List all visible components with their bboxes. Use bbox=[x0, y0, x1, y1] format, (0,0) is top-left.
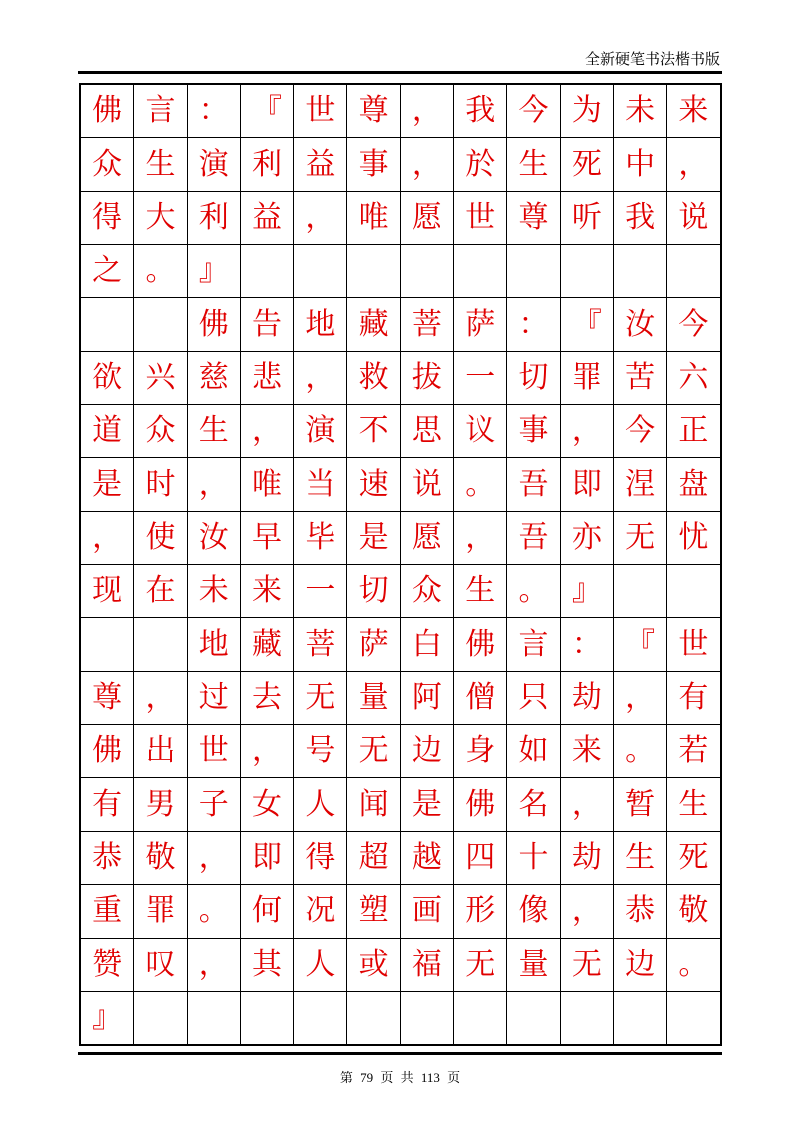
grid-cell: 无 bbox=[560, 938, 613, 991]
grid-cell: 是 bbox=[347, 511, 400, 564]
grid-cell: 女 bbox=[240, 778, 293, 831]
grid-cell: 劫 bbox=[560, 671, 613, 724]
grid-cell: 利 bbox=[240, 138, 293, 191]
grid-cell: 听 bbox=[560, 191, 613, 244]
header-rule bbox=[78, 71, 722, 74]
grid-cell: 重 bbox=[81, 885, 134, 938]
grid-cell: 世 bbox=[667, 618, 720, 671]
grid-cell: 。 bbox=[187, 885, 240, 938]
grid-cell: 阿 bbox=[400, 671, 453, 724]
grid-cell: ， bbox=[667, 138, 720, 191]
grid-cell: 尊 bbox=[81, 671, 134, 724]
grid-cell: 量 bbox=[347, 671, 400, 724]
grid-cell: 毕 bbox=[294, 511, 347, 564]
grid-cell bbox=[400, 245, 453, 298]
grid-cell: 无 bbox=[294, 671, 347, 724]
grid-cell: 佛 bbox=[454, 778, 507, 831]
grid-cell: 名 bbox=[507, 778, 560, 831]
grid-cell: 萨 bbox=[454, 298, 507, 351]
grid-cell: 藏 bbox=[240, 618, 293, 671]
grid-cell: 议 bbox=[454, 405, 507, 458]
grid-row bbox=[81, 511, 721, 564]
grid-cell: 中 bbox=[613, 138, 666, 191]
grid-cell: 人 bbox=[294, 938, 347, 991]
grid-cell: 去 bbox=[240, 671, 293, 724]
grid-cell: 愿 bbox=[400, 191, 453, 244]
grid-cell bbox=[347, 991, 400, 1044]
grid-cell: 演 bbox=[294, 405, 347, 458]
grid-cell bbox=[613, 565, 666, 618]
grid-cell: 时 bbox=[134, 458, 187, 511]
grid-cell: 菩 bbox=[400, 298, 453, 351]
grid-cell: 说 bbox=[400, 458, 453, 511]
grid-cell: 一 bbox=[294, 565, 347, 618]
grid-cell: 赞 bbox=[81, 938, 134, 991]
grid-cell: ， bbox=[187, 831, 240, 884]
footer-rule bbox=[78, 1052, 722, 1055]
grid-cell: 得 bbox=[81, 191, 134, 244]
grid-cell bbox=[507, 245, 560, 298]
grid-cell: 来 bbox=[667, 85, 720, 138]
grid-cell: 罪 bbox=[560, 351, 613, 404]
grid-cell: 是 bbox=[400, 778, 453, 831]
grid-cell: 即 bbox=[240, 831, 293, 884]
grid-cell: 过 bbox=[187, 671, 240, 724]
grid-cell: ， bbox=[240, 725, 293, 778]
grid-cell bbox=[81, 298, 134, 351]
grid-cell: ， bbox=[560, 885, 613, 938]
grid-cell: ： bbox=[560, 618, 613, 671]
grid-cell bbox=[240, 245, 293, 298]
grid-cell: 於 bbox=[454, 138, 507, 191]
grid-row bbox=[81, 565, 721, 618]
grid-row bbox=[81, 245, 721, 298]
grid-cell: 吾 bbox=[507, 458, 560, 511]
grid-cell: 四 bbox=[454, 831, 507, 884]
grid-cell: 我 bbox=[613, 191, 666, 244]
grid-cell: 今 bbox=[507, 85, 560, 138]
grid-cell: 六 bbox=[667, 351, 720, 404]
grid-cell: 我 bbox=[454, 85, 507, 138]
grid-row bbox=[81, 778, 721, 831]
grid-cell: ， bbox=[81, 511, 134, 564]
grid-cell: 思 bbox=[400, 405, 453, 458]
grid-cell: 只 bbox=[507, 671, 560, 724]
grid-cell: 敬 bbox=[667, 885, 720, 938]
grid-cell: 闻 bbox=[347, 778, 400, 831]
grid-cell: 拔 bbox=[400, 351, 453, 404]
grid-cell: 形 bbox=[454, 885, 507, 938]
grid-cell: 像 bbox=[507, 885, 560, 938]
grid-cell: 众 bbox=[134, 405, 187, 458]
grid-cell: 一 bbox=[454, 351, 507, 404]
grid-cell bbox=[134, 991, 187, 1044]
grid-cell: 亦 bbox=[560, 511, 613, 564]
grid-row bbox=[81, 618, 721, 671]
grid-cell: 生 bbox=[454, 565, 507, 618]
grid-cell: 涅 bbox=[613, 458, 666, 511]
grid-cell: 来 bbox=[240, 565, 293, 618]
grid-cell: 当 bbox=[294, 458, 347, 511]
grid-row bbox=[81, 85, 721, 138]
grid-cell: 慈 bbox=[187, 351, 240, 404]
page-number: 第 79 页 共 113 页 bbox=[339, 1070, 461, 1085]
grid-cell: 正 bbox=[667, 405, 720, 458]
grid-cell: 今 bbox=[667, 298, 720, 351]
grid-cell: 言 bbox=[507, 618, 560, 671]
grid-cell: ， bbox=[454, 511, 507, 564]
grid-cell: 地 bbox=[294, 298, 347, 351]
grid-cell: 塑 bbox=[347, 885, 400, 938]
grid-cell: 佛 bbox=[81, 85, 134, 138]
grid-cell: 『 bbox=[613, 618, 666, 671]
grid-cell: 佛 bbox=[81, 725, 134, 778]
grid-cell: 无 bbox=[454, 938, 507, 991]
grid-cell: 现 bbox=[81, 565, 134, 618]
grid-row bbox=[81, 885, 721, 938]
grid-cell: ， bbox=[613, 671, 666, 724]
grid-cell: 身 bbox=[454, 725, 507, 778]
grid-cell: ， bbox=[560, 405, 613, 458]
grid-cell: ， bbox=[240, 405, 293, 458]
grid-row bbox=[81, 298, 721, 351]
grid-cell bbox=[667, 245, 720, 298]
grid-cell: 愿 bbox=[400, 511, 453, 564]
grid-cell: 切 bbox=[507, 351, 560, 404]
grid-cell: ， bbox=[400, 85, 453, 138]
grid-cell: 死 bbox=[560, 138, 613, 191]
grid-cell: 量 bbox=[507, 938, 560, 991]
grid-cell: ， bbox=[400, 138, 453, 191]
grid-cell: 唯 bbox=[240, 458, 293, 511]
grid-cell bbox=[667, 565, 720, 618]
grid-cell: 言 bbox=[134, 85, 187, 138]
grid-cell: 罪 bbox=[134, 885, 187, 938]
grid-cell bbox=[347, 245, 400, 298]
grid-cell: 死 bbox=[667, 831, 720, 884]
grid-cell: 画 bbox=[400, 885, 453, 938]
grid-row bbox=[81, 405, 721, 458]
grid-cell: 速 bbox=[347, 458, 400, 511]
grid-cell bbox=[134, 298, 187, 351]
grid-cell: 白 bbox=[400, 618, 453, 671]
grid-cell: 即 bbox=[560, 458, 613, 511]
grid-cell: 不 bbox=[347, 405, 400, 458]
grid-cell: 超 bbox=[347, 831, 400, 884]
grid-cell: 尊 bbox=[347, 85, 400, 138]
grid-cell bbox=[294, 245, 347, 298]
grid-cell bbox=[560, 245, 613, 298]
grid-cell: 汝 bbox=[187, 511, 240, 564]
grid-cell: 劫 bbox=[560, 831, 613, 884]
grid-cell: 菩 bbox=[294, 618, 347, 671]
grid-cell: 为 bbox=[560, 85, 613, 138]
grid-cell bbox=[134, 618, 187, 671]
grid-cell: 切 bbox=[347, 565, 400, 618]
grid-cell: 益 bbox=[294, 138, 347, 191]
grid-cell: 生 bbox=[613, 831, 666, 884]
grid-cell: 男 bbox=[134, 778, 187, 831]
grid-cell: 敬 bbox=[134, 831, 187, 884]
grid-cell: 人 bbox=[294, 778, 347, 831]
grid-cell: 悲 bbox=[240, 351, 293, 404]
grid-cell: 。 bbox=[134, 245, 187, 298]
grid-cell: 盘 bbox=[667, 458, 720, 511]
grid-cell: 无 bbox=[613, 511, 666, 564]
grid-cell: 演 bbox=[187, 138, 240, 191]
grid-cell: 。 bbox=[613, 725, 666, 778]
grid-cell: 益 bbox=[240, 191, 293, 244]
grid-cell: 使 bbox=[134, 511, 187, 564]
grid-cell: 早 bbox=[240, 511, 293, 564]
grid-cell: 越 bbox=[400, 831, 453, 884]
grid-cell: 藏 bbox=[347, 298, 400, 351]
grid-cell: 边 bbox=[613, 938, 666, 991]
grid-cell: ， bbox=[560, 778, 613, 831]
grid-cell: 世 bbox=[454, 191, 507, 244]
grid-cell: 生 bbox=[187, 405, 240, 458]
grid-cell: 未 bbox=[613, 85, 666, 138]
grid-cell: 尊 bbox=[507, 191, 560, 244]
grid-row bbox=[81, 831, 721, 884]
grid-cell: 来 bbox=[560, 725, 613, 778]
grid-cell: 无 bbox=[347, 725, 400, 778]
grid-cell: 大 bbox=[134, 191, 187, 244]
grid-row bbox=[81, 458, 721, 511]
grid-cell: 今 bbox=[613, 405, 666, 458]
grid-cell: 世 bbox=[187, 725, 240, 778]
grid-cell: 。 bbox=[667, 938, 720, 991]
grid-cell: 是 bbox=[81, 458, 134, 511]
grid-cell bbox=[454, 245, 507, 298]
grid-cell bbox=[81, 618, 134, 671]
grid-cell: 汝 bbox=[613, 298, 666, 351]
grid-cell: 况 bbox=[294, 885, 347, 938]
grid-row bbox=[81, 351, 721, 404]
grid-cell: ， bbox=[134, 671, 187, 724]
grid-cell: 吾 bbox=[507, 511, 560, 564]
grid-cell bbox=[507, 991, 560, 1044]
grid-cell: 出 bbox=[134, 725, 187, 778]
grid-cell: ， bbox=[187, 938, 240, 991]
grid-cell: 生 bbox=[667, 778, 720, 831]
grid-cell: 之 bbox=[81, 245, 134, 298]
grid-cell: 唯 bbox=[347, 191, 400, 244]
grid-cell bbox=[294, 991, 347, 1044]
grid-cell: 福 bbox=[400, 938, 453, 991]
grid-cell: 欲 bbox=[81, 351, 134, 404]
grid-cell: 边 bbox=[400, 725, 453, 778]
grid-cell: 苦 bbox=[613, 351, 666, 404]
page-header-title: 全新硬笔书法楷书版 bbox=[584, 50, 720, 68]
grid-cell: 有 bbox=[81, 778, 134, 831]
grid-cell: 事 bbox=[507, 405, 560, 458]
grid-cell: 救 bbox=[347, 351, 400, 404]
grid-cell: 佛 bbox=[454, 618, 507, 671]
grid-cell bbox=[187, 991, 240, 1044]
grid-cell: 』 bbox=[560, 565, 613, 618]
grid-cell: 』 bbox=[81, 991, 134, 1044]
grid-cell: 。 bbox=[507, 565, 560, 618]
grid-cell bbox=[400, 991, 453, 1044]
grid-cell bbox=[240, 991, 293, 1044]
grid-cell: 恭 bbox=[613, 885, 666, 938]
grid-cell: 如 bbox=[507, 725, 560, 778]
grid-cell: 告 bbox=[240, 298, 293, 351]
grid-cell: 『 bbox=[560, 298, 613, 351]
grid-row bbox=[81, 938, 721, 991]
grid-cell: 众 bbox=[400, 565, 453, 618]
grid-cell bbox=[613, 245, 666, 298]
grid-cell: 生 bbox=[507, 138, 560, 191]
grid-row bbox=[81, 138, 721, 191]
grid-cell: 『 bbox=[240, 85, 293, 138]
grid-row bbox=[81, 671, 721, 724]
grid-cell: 在 bbox=[134, 565, 187, 618]
grid-cell: 佛 bbox=[187, 298, 240, 351]
grid-cell: 利 bbox=[187, 191, 240, 244]
grid-cell: 或 bbox=[347, 938, 400, 991]
grid-row bbox=[81, 991, 721, 1044]
grid-cell: 世 bbox=[294, 85, 347, 138]
grid-cell: 。 bbox=[454, 458, 507, 511]
grid-cell: 忧 bbox=[667, 511, 720, 564]
grid-cell: 未 bbox=[187, 565, 240, 618]
grid-cell: 叹 bbox=[134, 938, 187, 991]
grid-cell: 众 bbox=[81, 138, 134, 191]
grid-cell bbox=[454, 991, 507, 1044]
grid-cell: 道 bbox=[81, 405, 134, 458]
grid-cell: ： bbox=[187, 85, 240, 138]
grid-cell: 得 bbox=[294, 831, 347, 884]
grid-cell: 何 bbox=[240, 885, 293, 938]
calligraphy-grid bbox=[80, 84, 721, 1045]
grid-cell: 子 bbox=[187, 778, 240, 831]
grid-cell: 事 bbox=[347, 138, 400, 191]
grid-cell: 恭 bbox=[81, 831, 134, 884]
grid-cell: 其 bbox=[240, 938, 293, 991]
grid-cell: 说 bbox=[667, 191, 720, 244]
grid-cell: 地 bbox=[187, 618, 240, 671]
grid-row bbox=[81, 725, 721, 778]
grid-cell: 萨 bbox=[347, 618, 400, 671]
grid-cell: 暂 bbox=[613, 778, 666, 831]
grid-cell: 僧 bbox=[454, 671, 507, 724]
grid-cell: ： bbox=[507, 298, 560, 351]
grid-cell: 生 bbox=[134, 138, 187, 191]
grid-cell: 有 bbox=[667, 671, 720, 724]
grid-cell bbox=[613, 991, 666, 1044]
grid-row bbox=[81, 191, 721, 244]
grid-cell: 号 bbox=[294, 725, 347, 778]
grid-cell bbox=[560, 991, 613, 1044]
grid-cell: 兴 bbox=[134, 351, 187, 404]
grid-cell: 』 bbox=[187, 245, 240, 298]
grid-cell: ， bbox=[187, 458, 240, 511]
grid-cell bbox=[667, 991, 720, 1044]
grid-cell: 十 bbox=[507, 831, 560, 884]
grid-cell: ， bbox=[294, 351, 347, 404]
grid-cell: 若 bbox=[667, 725, 720, 778]
grid-cell: ， bbox=[294, 191, 347, 244]
